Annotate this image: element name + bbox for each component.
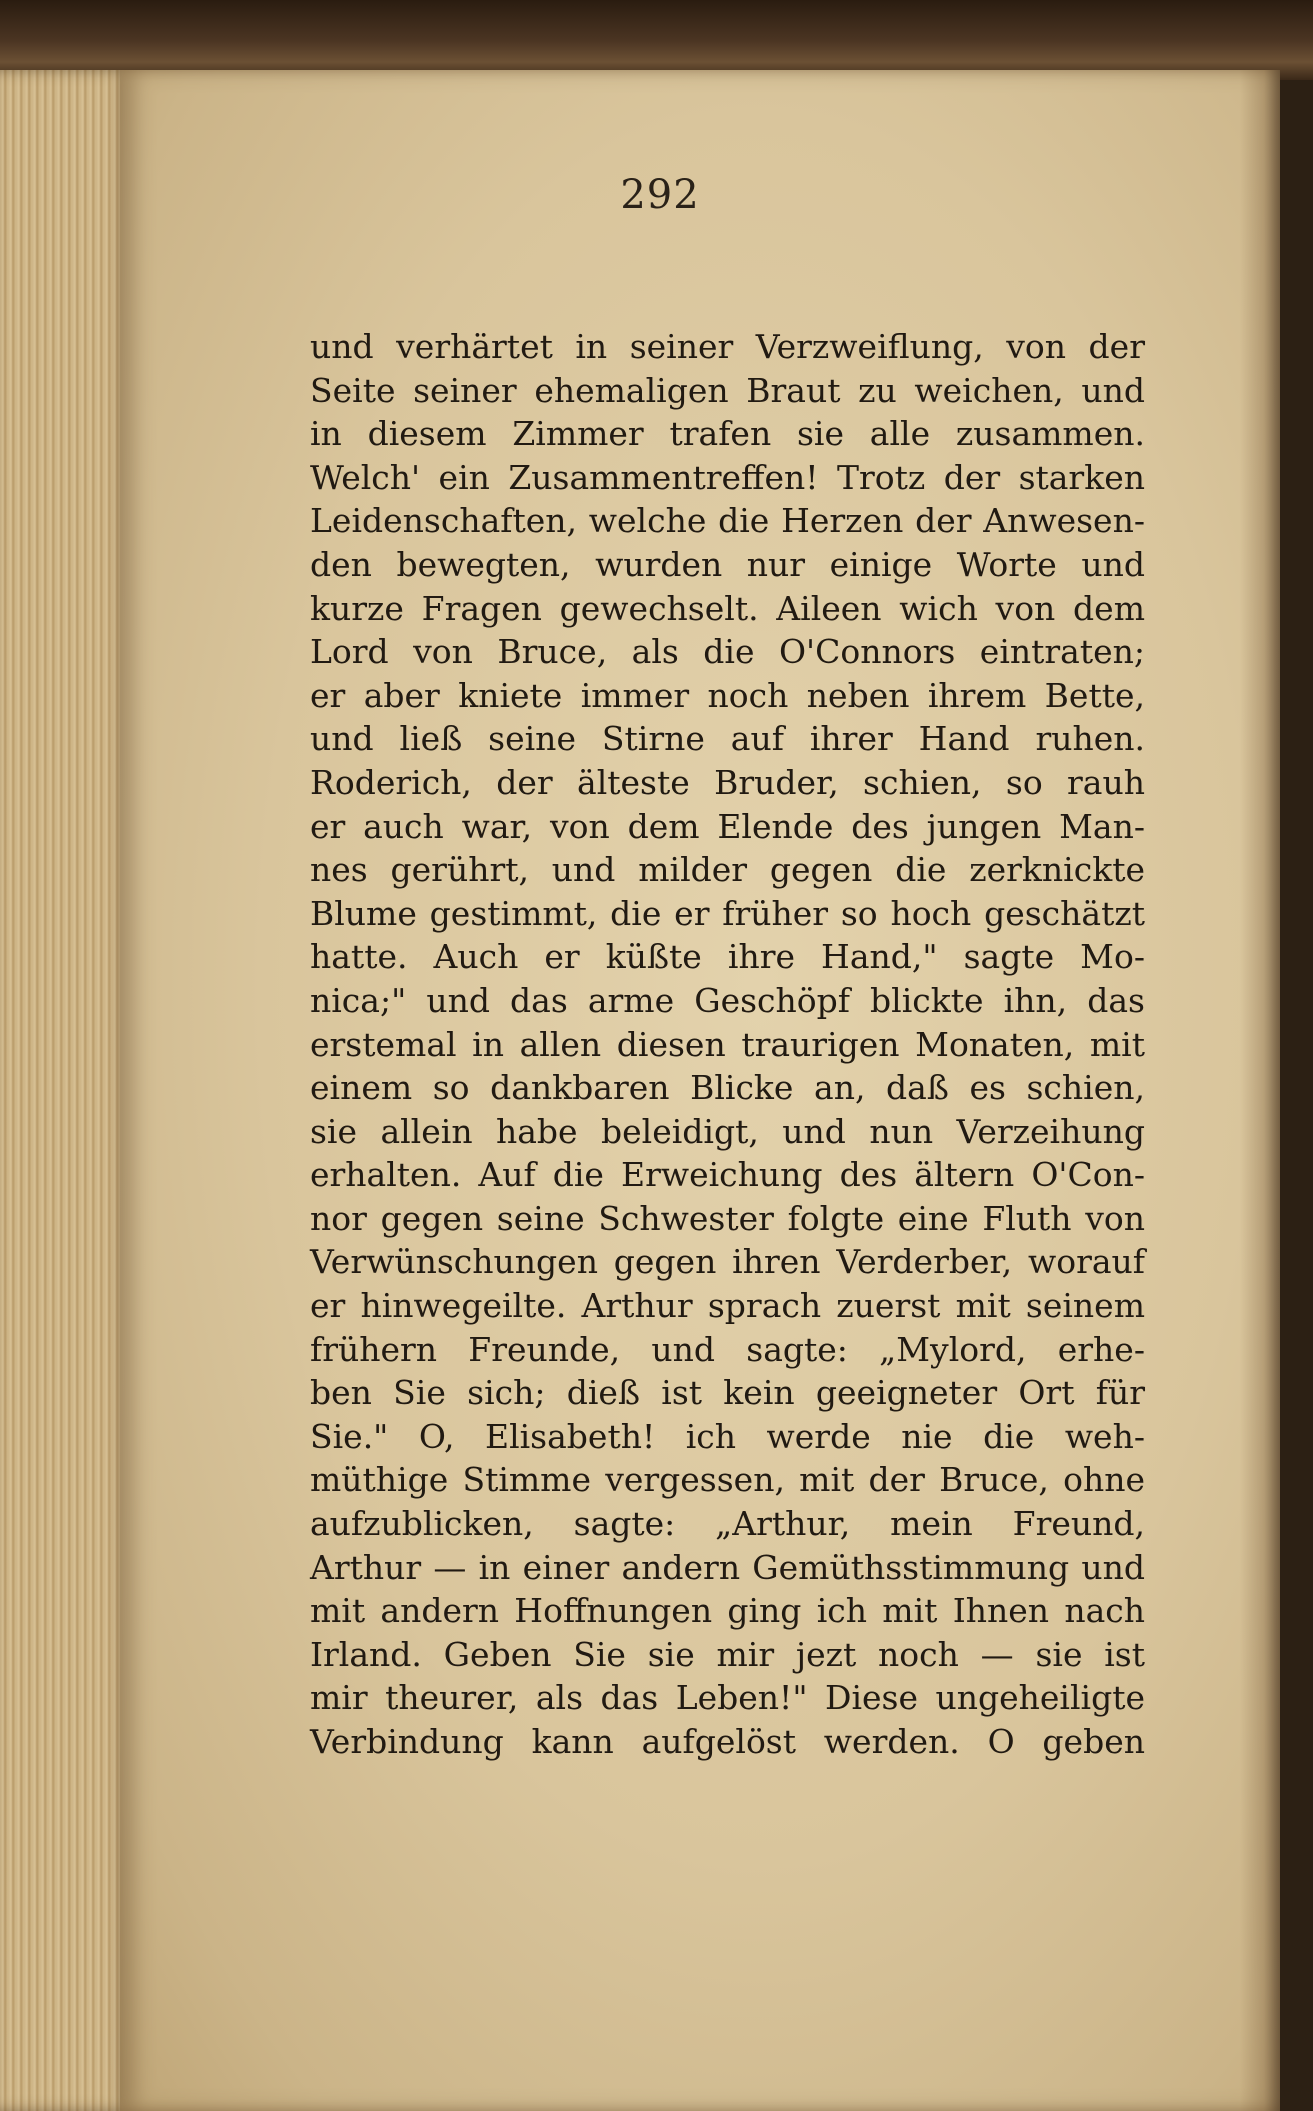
text-line: Seite seiner ehemaligen Braut zu weichen, und <box>310 370 1145 410</box>
text-line: Welch' ein Zusammentreffen! Trotz der starken <box>310 457 1145 497</box>
book-binding <box>0 0 1313 80</box>
text-line: Sie." O, Elisabeth! ich werde nie die weh- <box>310 1416 1145 1456</box>
text-line: nica;" und das arme Geschöpf blickte ihn, das <box>310 980 1145 1020</box>
text-line: erhalten. Auf die Erweichung des ältern O'Con- <box>310 1155 1145 1195</box>
text-line: mir theurer, als das Leben!" Diese ungeheiligte <box>310 1678 1145 1718</box>
text-line: Leidenschaften, welche die Herzen der Anwesen- <box>310 501 1145 541</box>
text-line: Arthur — in einer andern Gemüthsstimmung und <box>310 1547 1145 1587</box>
text-line: er aber kniete immer noch neben ihrem Bette, <box>310 675 1145 715</box>
text-line: Lord von Bruce, als die O'Connors eintraten; <box>310 632 1145 672</box>
text-line: sie allein habe beleidigt, und nun Verzeihung <box>310 1111 1145 1151</box>
text-line: nor gegen seine Schwester folgte eine Fluth von <box>310 1198 1145 1238</box>
text-line: mit andern Hoffnungen ging ich mit Ihnen nach <box>310 1591 1145 1631</box>
text-line: Verbindung kann aufgelöst werden. O geben <box>310 1722 1145 1761</box>
text-line: Blume gestimmt, die er früher so hoch geschätzt <box>310 893 1145 933</box>
text-line: er auch war, von dem Elende des jungen Man- <box>310 806 1145 846</box>
text-line: in diesem Zimmer trafen sie alle zusammen. <box>310 414 1145 454</box>
text-line: Irland. Geben Sie sie mir jezt noch — sie ist <box>310 1634 1145 1674</box>
text-line: hatte. Auch er küßte ihre Hand," sagte Mo- <box>310 937 1145 977</box>
text-line: und ließ seine Stirne auf ihrer Hand ruhen. <box>310 719 1145 759</box>
text-line: Roderich, der älteste Bruder, schien, so rauh <box>310 762 1145 802</box>
page-number: 292 <box>620 172 700 218</box>
text-line: erstemal in allen diesen traurigen Monaten, mit <box>310 1024 1145 1064</box>
text-line: einem so dankbaren Blicke an, daß es schien, <box>310 1068 1145 1108</box>
text-line: und verhärtet in seiner Verzweiflung, von der <box>310 327 1145 366</box>
text-line: aufzublicken, sagte: „Arthur, mein Freund, <box>310 1504 1145 1544</box>
page-stack-edge <box>0 70 130 2111</box>
text-line: nes gerührt, und milder gegen die zerknickte <box>310 850 1145 890</box>
text-line: kurze Fragen gewechselt. Aileen wich von dem <box>310 588 1145 628</box>
text-line: frühern Freunde, und sagte: „Mylord, erhe- <box>310 1329 1145 1369</box>
text-line: Verwünschungen gegen ihren Verderber, worauf <box>310 1242 1145 1282</box>
page-fold-shadow <box>1240 70 1280 2111</box>
body-text <box>310 325 1145 1764</box>
text-line: müthige Stimme vergessen, mit der Bruce, ohne <box>310 1460 1145 1500</box>
text-line: ben Sie sich; dieß ist kein geeigneter Ort für <box>310 1373 1145 1413</box>
text-line: den bewegten, wurden nur einige Worte und <box>310 544 1145 584</box>
text-line: er hinwegeilte. Arthur sprach zuerst mit seinem <box>310 1286 1145 1326</box>
